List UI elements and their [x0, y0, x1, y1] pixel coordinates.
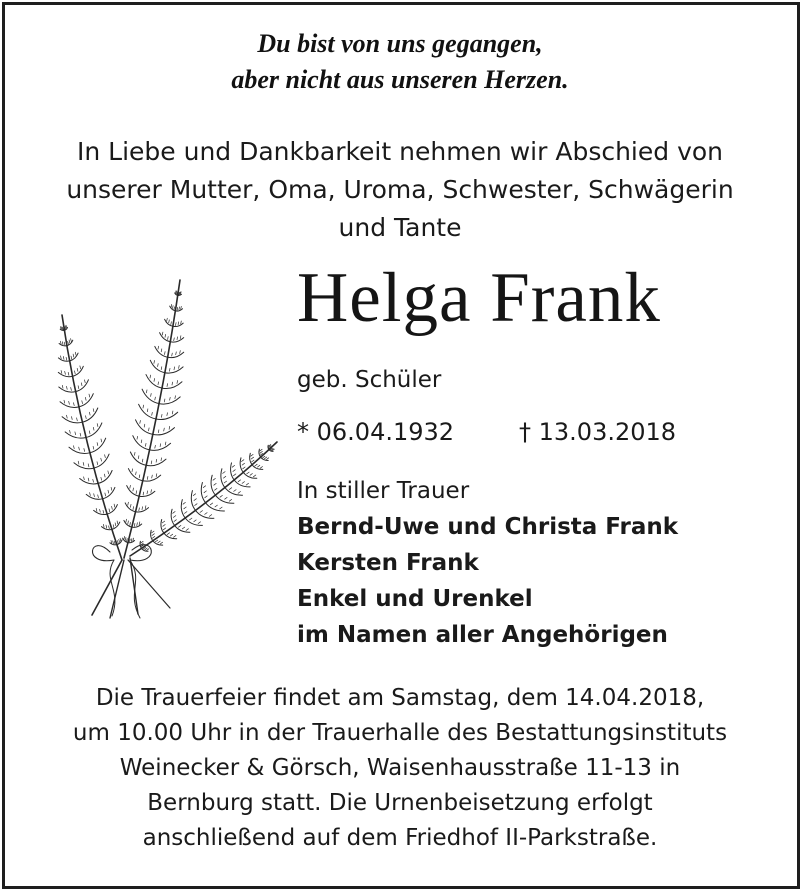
- ceremony-line: Die Trauerfeier findet am Samstag, dem 14.04.2018,: [95, 685, 705, 711]
- intro-line-3: und Tante: [338, 213, 462, 242]
- fern-bouquet-icon: [52, 270, 284, 620]
- mourners-list: [297, 509, 678, 653]
- deceased-name: Helga Frank: [297, 259, 661, 337]
- birth-name: geb. Schüler: [297, 367, 442, 393]
- mourner-line: Kersten Frank: [297, 550, 479, 576]
- intro-line-2: unserer Mutter, Oma, Uroma, Schwester, Schwägerin: [66, 175, 734, 204]
- ceremony-line: Bernburg statt. Die Urnenbeisetzung erfolgt: [147, 790, 653, 816]
- mourner-line: Bernd-Uwe und Christa Frank: [297, 514, 679, 540]
- mourner-line: Enkel und Urenkel: [297, 586, 533, 612]
- motto-line-1: Du bist von uns gegangen,: [257, 29, 543, 58]
- motto: [0, 26, 800, 98]
- mourner-line: im Namen aller Angehörigen: [297, 622, 668, 648]
- birth-date: * 06.04.1932: [297, 418, 455, 446]
- ceremony-line: anschließend auf dem Friedhof II-Parkstraße.: [142, 825, 658, 851]
- intro-line-1: In Liebe und Dankbarkeit nehmen wir Abschied von: [76, 137, 724, 166]
- ceremony-line: um 10.00 Uhr in der Trauerhalle des Bestattungsinstituts: [72, 720, 728, 746]
- death-date: † 13.03.2018: [519, 418, 677, 446]
- mourning-heading: In stiller Trauer: [297, 478, 470, 504]
- motto-line-2: aber nicht aus unseren Herzen.: [231, 65, 569, 94]
- intro-text: [0, 133, 800, 247]
- ceremony-info: [0, 681, 800, 856]
- ceremony-line: Weinecker & Görsch, Waisenhausstraße 11-13 in: [119, 755, 681, 781]
- life-dates: [297, 415, 717, 449]
